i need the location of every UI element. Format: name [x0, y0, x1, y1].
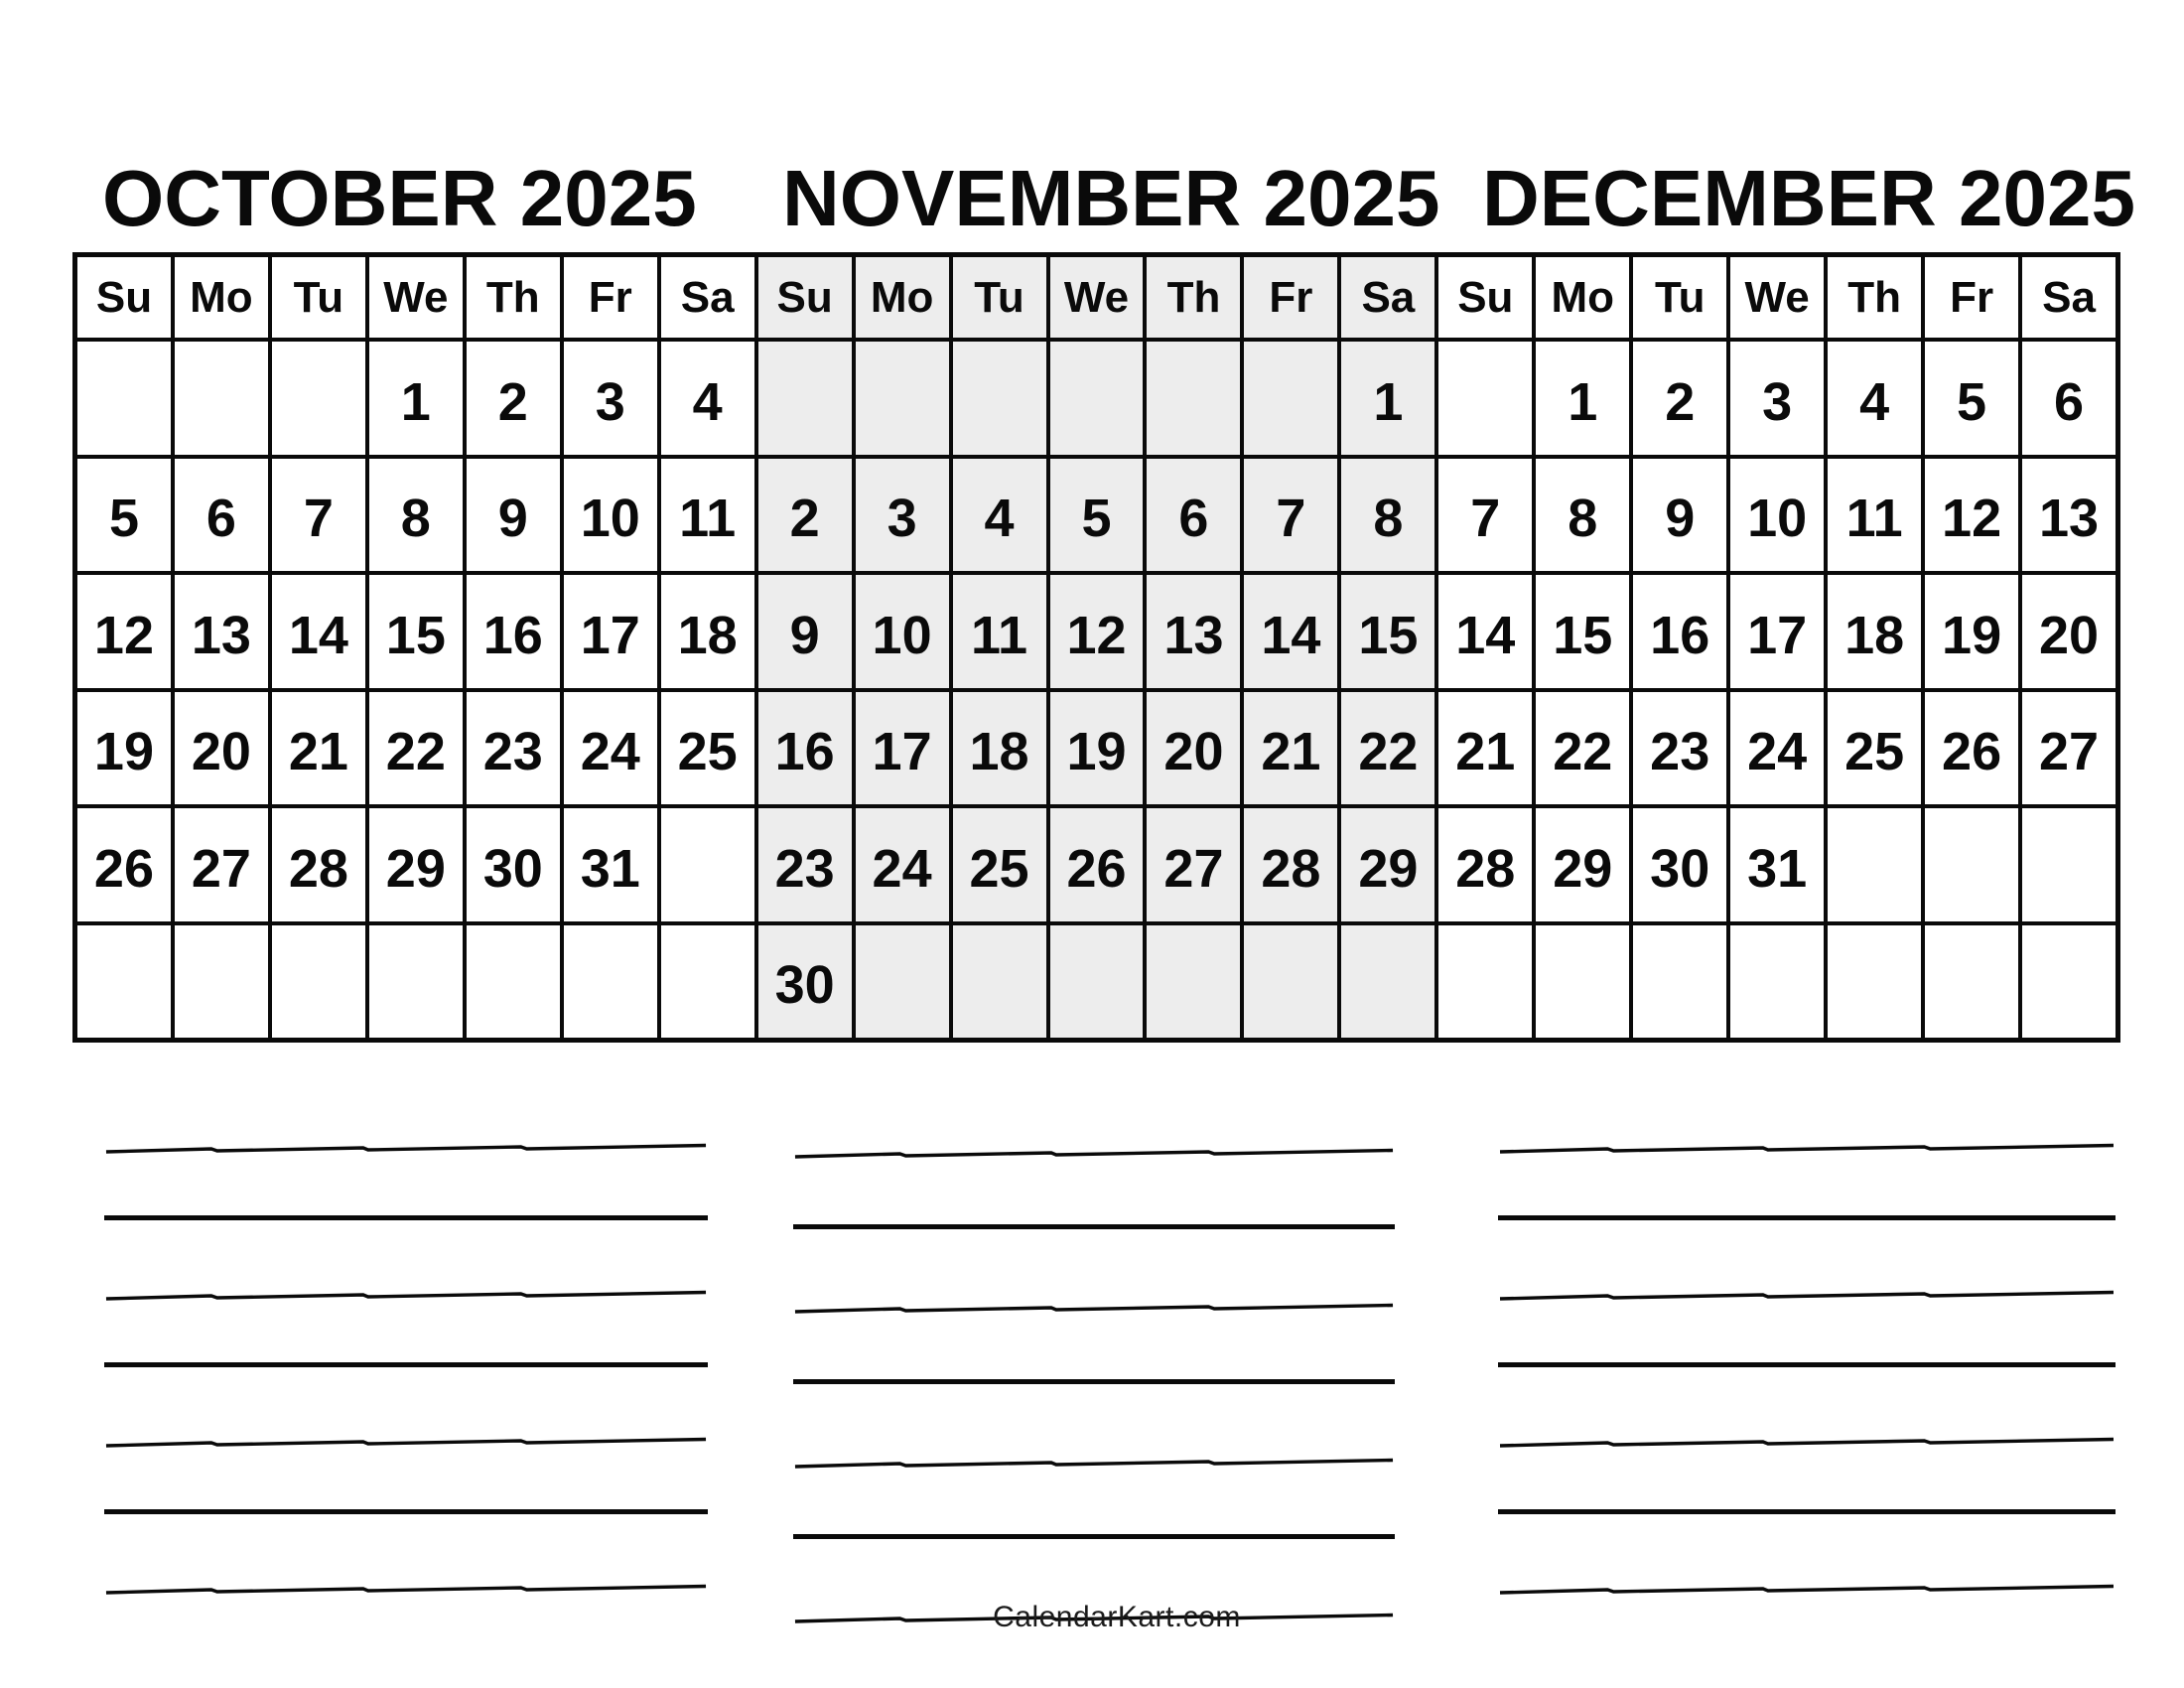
day-cell: 7 [1436, 457, 1534, 574]
weekday-header-cell: Mo [854, 255, 951, 340]
day-cell [951, 923, 1048, 1041]
note-line [1498, 1583, 2116, 1595]
weekday-header-cell: We [1728, 255, 1826, 340]
day-cell [1436, 923, 1534, 1041]
day-cell: 31 [562, 806, 659, 923]
calendar-grid [72, 252, 2120, 1043]
weekday-header-cell: Fr [1923, 255, 2020, 340]
day-cell: 8 [367, 457, 465, 574]
note-line [793, 1147, 1395, 1159]
day-cell [2020, 923, 2117, 1041]
day-cell: 21 [1436, 690, 1534, 807]
day-cell [1923, 806, 2020, 923]
day-cell [1242, 340, 1339, 457]
day-cell [1826, 806, 1923, 923]
day-cell: 30 [756, 923, 854, 1041]
day-cell: 16 [465, 573, 562, 690]
day-cell: 28 [1436, 806, 1534, 923]
day-cell: 6 [2020, 340, 2117, 457]
day-cell: 29 [1339, 806, 1436, 923]
day-cell [465, 923, 562, 1041]
note-line [793, 1534, 1395, 1539]
day-cell: 28 [270, 806, 367, 923]
day-cell: 27 [2020, 690, 2117, 807]
day-cell: 15 [1339, 573, 1436, 690]
weekday-header-cell: Su [75, 255, 173, 340]
day-cell: 2 [1631, 340, 1728, 457]
day-cell: 20 [173, 690, 270, 807]
day-cell: 27 [173, 806, 270, 923]
day-cell: 1 [1534, 340, 1631, 457]
day-cell: 27 [1145, 806, 1242, 923]
day-cell: 14 [1436, 573, 1534, 690]
note-line [104, 1215, 708, 1220]
day-cell: 5 [75, 457, 173, 574]
day-cell: 20 [2020, 573, 2117, 690]
day-cell: 26 [1048, 806, 1146, 923]
day-cell [1534, 923, 1631, 1041]
day-cell: 10 [1728, 457, 1826, 574]
day-cell: 5 [1923, 340, 2020, 457]
day-cell: 12 [1923, 457, 2020, 574]
day-cell: 24 [1728, 690, 1826, 807]
day-cell: 29 [1534, 806, 1631, 923]
weekday-header-cell: Su [1436, 255, 1534, 340]
note-line [793, 1457, 1395, 1469]
day-cell: 21 [1242, 690, 1339, 807]
day-cell [1048, 340, 1146, 457]
day-cell: 26 [75, 806, 173, 923]
day-cell: 6 [1145, 457, 1242, 574]
day-cell: 7 [1242, 457, 1339, 574]
day-cell: 18 [951, 690, 1048, 807]
day-cell [173, 923, 270, 1041]
day-cell [1048, 923, 1146, 1041]
day-cell: 8 [1534, 457, 1631, 574]
footer-brand: CalendarKart.com [993, 1601, 1241, 1633]
day-cell: 15 [367, 573, 465, 690]
day-cell: 25 [1826, 690, 1923, 807]
note-line [104, 1583, 708, 1595]
day-cell [659, 806, 756, 923]
note-line [1498, 1142, 2116, 1154]
day-cell: 14 [1242, 573, 1339, 690]
day-cell: 16 [1631, 573, 1728, 690]
weekday-header-cell: Fr [562, 255, 659, 340]
note-line [1498, 1436, 2116, 1448]
day-cell: 7 [270, 457, 367, 574]
day-cell: 13 [173, 573, 270, 690]
day-cell [270, 340, 367, 457]
day-cell: 11 [659, 457, 756, 574]
day-cell: 15 [1534, 573, 1631, 690]
weekday-header-cell: Mo [173, 255, 270, 340]
day-cell: 4 [951, 457, 1048, 574]
weekday-header-cell: Tu [270, 255, 367, 340]
note-line [1498, 1215, 2116, 1220]
day-cell [1242, 923, 1339, 1041]
month-title-december: DECEMBER 2025 [1482, 154, 2136, 242]
day-cell [270, 923, 367, 1041]
weekday-header-cell: Su [756, 255, 854, 340]
day-cell [1145, 340, 1242, 457]
day-cell: 4 [659, 340, 756, 457]
day-cell [75, 923, 173, 1041]
day-cell: 25 [951, 806, 1048, 923]
day-cell: 6 [173, 457, 270, 574]
day-cell: 3 [854, 457, 951, 574]
day-cell: 30 [465, 806, 562, 923]
day-cell: 2 [465, 340, 562, 457]
day-cell: 17 [562, 573, 659, 690]
day-cell [659, 923, 756, 1041]
weekday-header-cell: Tu [951, 255, 1048, 340]
day-cell: 19 [1923, 573, 2020, 690]
weekday-header-cell: We [1048, 255, 1146, 340]
day-cell: 22 [367, 690, 465, 807]
day-cell [2020, 806, 2117, 923]
day-cell: 28 [1242, 806, 1339, 923]
day-cell: 17 [854, 690, 951, 807]
day-cell: 19 [1048, 690, 1146, 807]
day-cell: 13 [2020, 457, 2117, 574]
day-cell: 18 [1826, 573, 1923, 690]
weekday-header-cell: Sa [659, 255, 756, 340]
notes-group-right [1498, 1142, 2116, 1595]
month-title-october: OCTOBER 2025 [102, 154, 697, 242]
day-cell: 10 [854, 573, 951, 690]
day-cell: 17 [1728, 573, 1826, 690]
day-cell: 31 [1728, 806, 1826, 923]
day-cell [562, 923, 659, 1041]
note-line [104, 1289, 708, 1301]
day-cell [1145, 923, 1242, 1041]
day-cell: 24 [562, 690, 659, 807]
note-line [1498, 1509, 2116, 1514]
day-cell: 8 [1339, 457, 1436, 574]
notes-group-middle [793, 1147, 1395, 1623]
day-cell: 26 [1923, 690, 2020, 807]
day-cell: 9 [756, 573, 854, 690]
day-cell: 4 [1826, 340, 1923, 457]
note-line [104, 1142, 708, 1154]
day-cell [367, 923, 465, 1041]
weekday-header-cell: Th [1826, 255, 1923, 340]
month-title-november: NOVEMBER 2025 [782, 154, 1440, 242]
day-cell: 1 [367, 340, 465, 457]
day-cell: 2 [756, 457, 854, 574]
day-cell [1339, 923, 1436, 1041]
day-cell: 30 [1631, 806, 1728, 923]
day-cell: 3 [562, 340, 659, 457]
weekday-header-cell: We [367, 255, 465, 340]
day-cell: 23 [756, 806, 854, 923]
note-line [1498, 1289, 2116, 1301]
day-cell [1631, 923, 1728, 1041]
day-cell: 23 [1631, 690, 1728, 807]
note-line [793, 1379, 1395, 1384]
day-cell [854, 923, 951, 1041]
day-cell: 16 [756, 690, 854, 807]
day-cell: 29 [367, 806, 465, 923]
day-cell: 22 [1534, 690, 1631, 807]
day-cell: 14 [270, 573, 367, 690]
day-cell: 13 [1145, 573, 1242, 690]
note-line [104, 1509, 708, 1514]
day-cell: 11 [951, 573, 1048, 690]
weekday-header-cell: Th [1145, 255, 1242, 340]
day-cell [951, 340, 1048, 457]
note-line [793, 1302, 1395, 1314]
day-cell: 22 [1339, 690, 1436, 807]
day-cell [756, 340, 854, 457]
day-cell [173, 340, 270, 457]
day-cell: 10 [562, 457, 659, 574]
weekday-header-cell: Sa [2020, 255, 2117, 340]
day-cell [854, 340, 951, 457]
notes-group-left [104, 1142, 708, 1595]
day-cell: 12 [1048, 573, 1146, 690]
day-cell: 19 [75, 690, 173, 807]
day-cell [1826, 923, 1923, 1041]
day-cell: 12 [75, 573, 173, 690]
day-cell: 20 [1145, 690, 1242, 807]
day-cell: 24 [854, 806, 951, 923]
day-cell [1923, 923, 2020, 1041]
day-cell: 1 [1339, 340, 1436, 457]
day-cell [1436, 340, 1534, 457]
note-line [104, 1436, 708, 1448]
day-cell: 23 [465, 690, 562, 807]
note-line [793, 1224, 1395, 1229]
note-line [1498, 1362, 2116, 1367]
weekday-header-cell: Mo [1534, 255, 1631, 340]
day-cell [75, 340, 173, 457]
weekday-header-cell: Tu [1631, 255, 1728, 340]
day-cell: 25 [659, 690, 756, 807]
note-line [104, 1362, 708, 1367]
weekday-header-cell: Sa [1339, 255, 1436, 340]
day-cell: 9 [1631, 457, 1728, 574]
day-cell: 11 [1826, 457, 1923, 574]
day-cell: 9 [465, 457, 562, 574]
day-cell: 3 [1728, 340, 1826, 457]
day-cell: 18 [659, 573, 756, 690]
weekday-header-cell: Th [465, 255, 562, 340]
weekday-header-cell: Fr [1242, 255, 1339, 340]
day-cell: 5 [1048, 457, 1146, 574]
day-cell [1728, 923, 1826, 1041]
day-cell: 21 [270, 690, 367, 807]
